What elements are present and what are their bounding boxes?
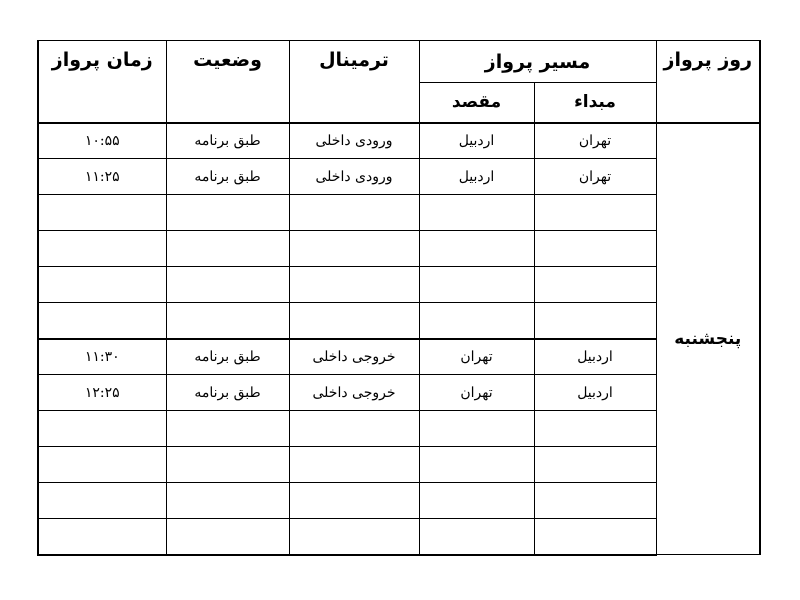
table-row bbox=[38, 231, 760, 267]
table-row bbox=[38, 123, 760, 159]
terminal-cell bbox=[289, 447, 419, 483]
table-row bbox=[38, 519, 760, 555]
destination-cell bbox=[419, 519, 534, 555]
table-row bbox=[38, 375, 760, 411]
table-row bbox=[38, 339, 760, 375]
terminal-cell bbox=[289, 303, 419, 339]
table-row bbox=[38, 447, 760, 483]
flight-time-cell bbox=[38, 411, 166, 447]
status-cell bbox=[166, 411, 289, 447]
origin-cell bbox=[534, 411, 656, 447]
status-cell bbox=[166, 447, 289, 483]
terminal-cell bbox=[289, 195, 419, 231]
destination-cell bbox=[419, 195, 534, 231]
destination-cell bbox=[419, 411, 534, 447]
origin-cell bbox=[534, 519, 656, 555]
origin-cell: تهران bbox=[534, 159, 656, 195]
flight-schedule-table bbox=[37, 40, 761, 556]
header-terminal: ترمینال bbox=[289, 41, 419, 123]
header-status: وضعیت bbox=[166, 41, 289, 123]
flight-time-cell bbox=[38, 267, 166, 303]
destination-cell: اردبیل bbox=[419, 159, 534, 195]
terminal-cell: خروجی داخلی bbox=[289, 375, 419, 411]
terminal-cell bbox=[289, 267, 419, 303]
status-cell bbox=[166, 519, 289, 555]
origin-cell: اردبیل bbox=[534, 375, 656, 411]
origin-cell bbox=[534, 231, 656, 267]
destination-cell: اردبیل bbox=[419, 123, 534, 159]
destination-cell: تهران bbox=[419, 339, 534, 375]
destination-cell bbox=[419, 483, 534, 519]
status-cell bbox=[166, 267, 289, 303]
flight-time-cell bbox=[38, 303, 166, 339]
header-flight-time: زمان پرواز bbox=[38, 41, 166, 123]
origin-cell bbox=[534, 195, 656, 231]
flight-time-cell: ۱۰:۵۵ bbox=[38, 123, 166, 159]
table-body bbox=[38, 123, 760, 555]
status-cell bbox=[166, 483, 289, 519]
table-row bbox=[38, 303, 760, 339]
table-row bbox=[38, 483, 760, 519]
terminal-cell bbox=[289, 411, 419, 447]
flight-time-cell bbox=[38, 483, 166, 519]
destination-cell bbox=[419, 267, 534, 303]
status-cell: طبق برنامه bbox=[166, 123, 289, 159]
terminal-cell: ورودی داخلی bbox=[289, 159, 419, 195]
origin-cell: اردبیل bbox=[534, 339, 656, 375]
origin-cell bbox=[534, 483, 656, 519]
flight-time-cell bbox=[38, 447, 166, 483]
flight-day-cell: پنجشنبه bbox=[656, 123, 760, 555]
status-cell: طبق برنامه bbox=[166, 159, 289, 195]
table-row bbox=[38, 195, 760, 231]
terminal-cell: خروجی داخلی bbox=[289, 339, 419, 375]
flight-time-cell: ۱۲:۲۵ bbox=[38, 375, 166, 411]
terminal-cell bbox=[289, 519, 419, 555]
flight-time-cell bbox=[38, 519, 166, 555]
header-flight-day: روز پرواز bbox=[656, 41, 760, 123]
origin-cell: تهران bbox=[534, 123, 656, 159]
header-flight-route: مسیر پرواز bbox=[419, 41, 656, 83]
flight-time-cell bbox=[38, 195, 166, 231]
destination-cell: تهران bbox=[419, 375, 534, 411]
header-destination: مقصد bbox=[419, 83, 534, 123]
terminal-cell: ورودی داخلی bbox=[289, 123, 419, 159]
terminal-cell bbox=[289, 231, 419, 267]
destination-cell bbox=[419, 303, 534, 339]
flight-time-cell: ۱۱:۲۵ bbox=[38, 159, 166, 195]
table-row bbox=[38, 411, 760, 447]
flight-time-cell bbox=[38, 231, 166, 267]
table-row bbox=[38, 159, 760, 195]
destination-cell bbox=[419, 231, 534, 267]
table-row bbox=[38, 267, 760, 303]
status-cell bbox=[166, 303, 289, 339]
terminal-cell bbox=[289, 483, 419, 519]
status-cell bbox=[166, 195, 289, 231]
origin-cell bbox=[534, 267, 656, 303]
header-origin: مبداء bbox=[534, 83, 656, 123]
status-cell: طبق برنامه bbox=[166, 375, 289, 411]
status-cell bbox=[166, 231, 289, 267]
flight-time-cell: ۱۱:۳۰ bbox=[38, 339, 166, 375]
origin-cell bbox=[534, 447, 656, 483]
origin-cell bbox=[534, 303, 656, 339]
destination-cell bbox=[419, 447, 534, 483]
status-cell: طبق برنامه bbox=[166, 339, 289, 375]
